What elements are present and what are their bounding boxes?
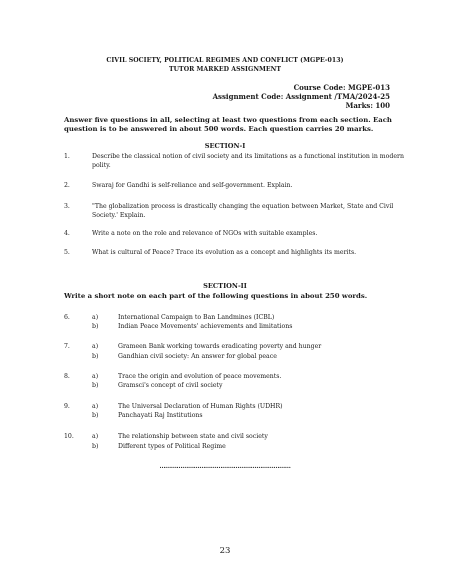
- part-text: Grameen Bank working towards eradicating poverty and hunger: [118, 343, 322, 350]
- question-number: 8.: [64, 373, 70, 380]
- part-label: b): [92, 323, 99, 330]
- question-number: 1.: [64, 153, 70, 160]
- part-text: Different types of Political Regime: [118, 443, 226, 450]
- part-text: The relationship between state and civil society: [118, 433, 268, 440]
- question-number: 7.: [64, 343, 70, 350]
- part-text: Indian Peace Movements' achievements and limitations: [118, 323, 293, 330]
- part-text: Gandhian civil society: An answer for global peace: [118, 353, 277, 360]
- part-text: Panchayati Raj Institutions: [118, 412, 203, 419]
- question-text: "The globalization process is drastically changing the equation between Market, State and Civil Society.' Explain.: [92, 203, 394, 219]
- part-label: a): [92, 343, 99, 350]
- page-number: 23: [219, 546, 231, 556]
- part-label: a): [92, 314, 99, 321]
- part-label: b): [92, 382, 99, 389]
- question-number: 6.: [64, 314, 70, 321]
- part-text: Trace the origin and evolution of peace movements.: [118, 373, 282, 380]
- document-title: CIVIL SOCIETY, POLITICAL REGIMES AND CONFLICT (MGPE-013): [106, 57, 344, 64]
- question-number: 3.: [64, 203, 70, 210]
- part-label: a): [92, 403, 99, 410]
- marks: Marks: 100: [345, 101, 390, 110]
- question-text: Describe the classical notion of civil society and its limitations as a functional institution in modern polity.: [92, 153, 404, 169]
- question-text: Write a note on the role and relevance of NGOs with suitable examples.: [92, 230, 318, 237]
- part-label: b): [92, 443, 99, 450]
- question-number: 2.: [64, 182, 70, 189]
- section-2-heading: SECTION-II: [203, 282, 247, 290]
- question-number: 5.: [64, 249, 70, 256]
- question-number: 4.: [64, 230, 70, 237]
- part-text: The Universal Declaration of Human Rights (UDHR): [118, 403, 283, 410]
- general-instructions: Answer five questions in all, selecting at least two questions from each section. Each question is to be answered in about 500 words. Each question carries 20 marks.: [64, 116, 392, 133]
- part-label: a): [92, 373, 99, 380]
- course-code: Course Code: MGPE-013: [293, 83, 390, 92]
- section-1-heading: SECTION-I: [204, 142, 246, 150]
- section-2-instructions: Write a short note on each part of the following questions in about 250 words.: [64, 292, 368, 300]
- question-number: 9.: [64, 403, 70, 410]
- document-subtitle: TUTOR MARKED ASSIGNMENT: [168, 66, 282, 73]
- part-text: Gramsci's concept of civil society: [118, 382, 223, 389]
- part-label: b): [92, 353, 99, 360]
- part-label: a): [92, 433, 99, 440]
- question-text: Swaraj for Gandhi is self-reliance and self-government. Explain.: [92, 182, 293, 189]
- question-number: 10.: [64, 433, 74, 440]
- assignment-code: Assignment Code: Assignment /TMA/2024-25: [212, 92, 390, 101]
- question-text: What is cultural of Peace? Trace its evolution as a concept and highlights its merits.: [92, 249, 357, 256]
- part-label: b): [92, 412, 99, 419]
- part-text: International Campaign to Ban Landmines (ICBL): [118, 314, 275, 321]
- end-divider: ……………………………………………………………: [159, 463, 291, 470]
